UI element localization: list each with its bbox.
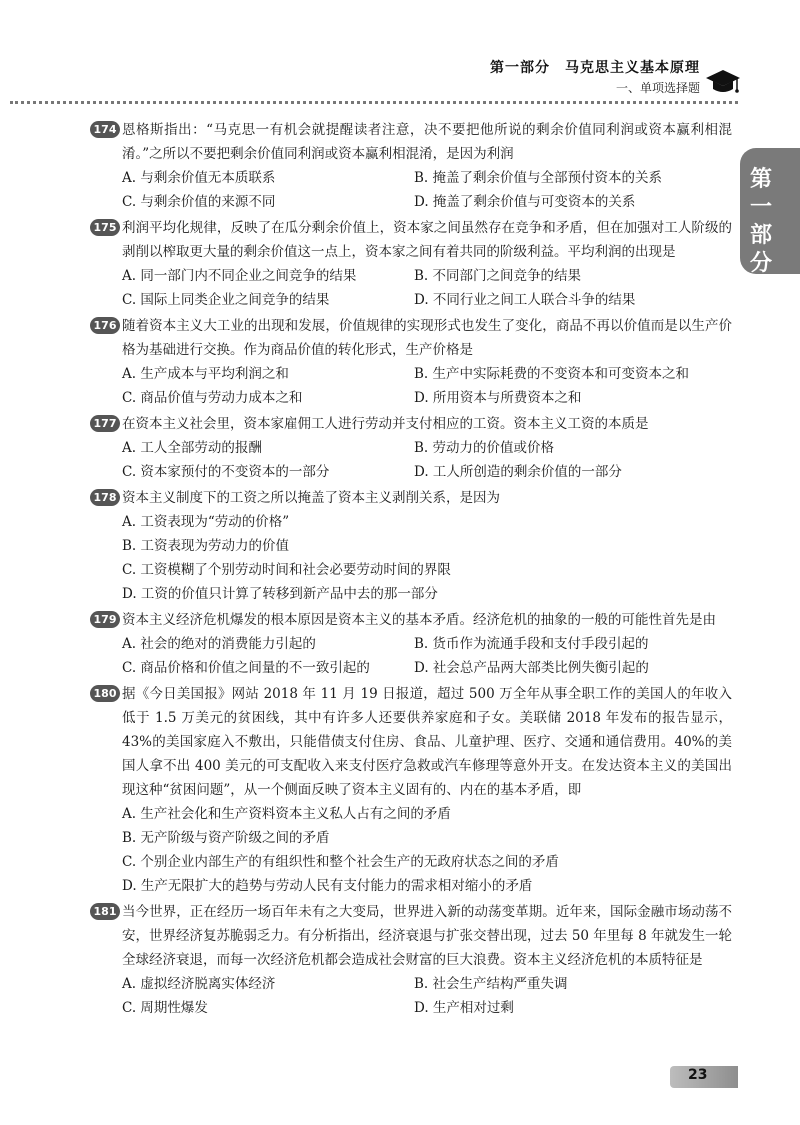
question-item xyxy=(92,216,732,312)
option-a: A. 工人全部劳动的报酬 xyxy=(122,440,262,456)
question-stem: 在资本主义社会里，资本家雇佣工人进行劳动并支付相应的工资。资本主义工资的本质是 xyxy=(122,416,649,432)
question-item xyxy=(92,314,732,410)
question-number-badge: 179 xyxy=(90,611,120,628)
option-d: D. 生产相对过剩 xyxy=(414,1000,514,1016)
option-c: C. 国际上同类企业之间竞争的结果 xyxy=(122,292,330,308)
option-list xyxy=(92,264,732,312)
option-a: A. 生产成本与平均利润之和 xyxy=(122,366,289,382)
option-d: D. 掩盖了剩余价值与可变资本的关系 xyxy=(414,194,636,210)
header-subtitle: 一、单项选择题 xyxy=(615,81,700,95)
question-stem: 利润平均化规律，反映了在瓜分剩余价值上，资本家之间虽然存在竞争和矛盾，但在加强对工人阶级的剥削以榨取更大量的剩余价值这一点上，资本家之间有着共同的阶级利益。平均利润的出现是 xyxy=(122,220,732,260)
option-b: B. 工资表现为劳动力的价值 xyxy=(122,538,290,554)
question-stem: 据《今日美国报》网站 2018 年 11 月 19 日报道，超过 500 万全年从事全职工作的美国人的年收入低于 1.5 万美元的贫困线，其中有许多人还要供养家庭和子女。美联储 2018 年发布的报告显示，43%的美国家庭入不敷出，只能借债支付住房、食品、儿童护理、医疗、交通和通信费用。40%的美国人拿不出 400 美元的可支配收入来支付医疗急救或汽车修理等意外开支。在发达资本主义的美国出现这种“贫困问题”，从一个侧面反映了资本主义固有的、内在的基本矛盾，即 xyxy=(122,686,732,798)
question-number-badge: 181 xyxy=(90,903,120,920)
page-number: 23 xyxy=(688,1067,708,1083)
option-d: D. 不同行业之间工人联合斗争的结果 xyxy=(414,292,636,308)
option-a: A. 工资表现为“劳动的价格” xyxy=(122,514,290,530)
question-number-badge: 175 xyxy=(90,219,120,236)
option-b: B. 生产中实际耗费的不变资本和可变资本之和 xyxy=(414,366,690,382)
question-item xyxy=(92,608,732,680)
graduation-cap-icon xyxy=(705,68,741,96)
option-d: D. 生产无限扩大的趋势与劳动人民有支付能力的需求相对缩小的矛盾 xyxy=(122,878,533,894)
option-list xyxy=(92,362,732,410)
option-a: A. 社会的绝对的消费能力引起的 xyxy=(122,636,316,652)
option-c: C. 商品价格和价值之间量的不一致引起的 xyxy=(122,660,370,676)
option-list xyxy=(92,632,732,680)
option-c: C. 周期性爆发 xyxy=(122,1000,208,1016)
option-b: B. 货币作为流通手段和支付手段引起的 xyxy=(414,636,649,652)
question-list xyxy=(92,118,732,1022)
option-b: B. 劳动力的价值或价格 xyxy=(414,440,555,456)
option-list xyxy=(92,510,732,606)
option-b: B. 不同部门之间竞争的结果 xyxy=(414,268,582,284)
option-a: A. 生产社会化和生产资料资本主义私人占有之间的矛盾 xyxy=(122,806,451,822)
option-list xyxy=(92,972,732,1020)
option-d: D. 工资的价值只计算了转移到新产品中去的那一部分 xyxy=(122,586,438,602)
option-list xyxy=(92,436,732,484)
question-stem: 资本主义经济危机爆发的根本原因是资本主义的基本矛盾。经济危机的抽象的一般的可能性首先是由 xyxy=(122,612,716,628)
question-number-badge: 180 xyxy=(90,685,120,702)
option-b: B. 掩盖了剩余价值与全部预付资本的关系 xyxy=(414,170,663,186)
option-c: C. 资本家预付的不变资本的一部分 xyxy=(122,464,330,480)
header-divider xyxy=(10,101,738,104)
option-list xyxy=(92,166,732,214)
question-number-badge: 178 xyxy=(90,489,120,506)
question-item xyxy=(92,412,732,484)
option-c: C. 工资模糊了个别劳动时间和社会必要劳动时间的界限 xyxy=(122,562,451,578)
option-c: C. 商品价值与劳动力成本之和 xyxy=(122,390,303,406)
option-a: A. 虚拟经济脱离实体经济 xyxy=(122,976,276,992)
section-tab xyxy=(740,148,800,274)
question-number-badge: 177 xyxy=(90,415,120,432)
section-tab-line2: 部分 xyxy=(749,223,772,276)
header-title: 第一部分 马克思主义基本原理 xyxy=(490,60,700,76)
question-item xyxy=(92,682,732,898)
option-c: C. 个别企业内部生产的有组织性和整个社会生产的无政府状态之间的矛盾 xyxy=(122,854,559,870)
option-a: A. 同一部门内不同企业之间竞争的结果 xyxy=(122,268,357,284)
page-header xyxy=(0,0,800,100)
question-item xyxy=(92,900,732,1020)
option-list xyxy=(92,802,732,898)
question-stem: 恩格斯指出：“马克思一有机会就提醒读者注意，决不要把他所说的剩余价值同利润或资本赢利相混淆。”之所以不要把剩余价值同利润或资本赢利相混淆，是因为利润 xyxy=(122,122,732,162)
question-number-badge: 174 xyxy=(90,121,120,138)
option-c: C. 与剩余价值的来源不同 xyxy=(122,194,276,210)
option-b: B. 无产阶级与资产阶级之间的矛盾 xyxy=(122,830,330,846)
option-d: D. 所用资本与所费资本之和 xyxy=(414,390,582,406)
question-item xyxy=(92,118,732,214)
section-tab-line1: 第一 xyxy=(749,167,772,220)
option-a: A. 与剩余价值无本质联系 xyxy=(122,170,276,186)
question-stem: 当今世界，正在经历一场百年未有之大变局，世界进入新的动荡变革期。近年来，国际金融市场动荡不安，世界经济复苏脆弱乏力。有分析指出，经济衰退与扩张交替出现，过去 50 年里每 8 年就发生一轮全球经济衰退，而每一次经济危机都会造成社会财富的巨大浪费。资本主义经济危机的本质特征是 xyxy=(122,904,732,968)
option-d: D. 社会总产品两大部类比例失衡引起的 xyxy=(414,660,649,676)
option-d: D. 工人所创造的剩余价值的一部分 xyxy=(414,464,622,480)
question-stem: 资本主义制度下的工资之所以掩盖了资本主义剥削关系，是因为 xyxy=(122,490,500,506)
question-stem: 随着资本主义大工业的出现和发展，价值规律的实现形式也发生了变化，商品不再以价值而是以生产价格为基础进行交换。作为商品价值的转化形式，生产价格是 xyxy=(122,318,732,358)
question-number-badge: 176 xyxy=(90,317,120,334)
option-b: B. 社会生产结构严重失调 xyxy=(414,976,568,992)
question-item xyxy=(92,486,732,606)
